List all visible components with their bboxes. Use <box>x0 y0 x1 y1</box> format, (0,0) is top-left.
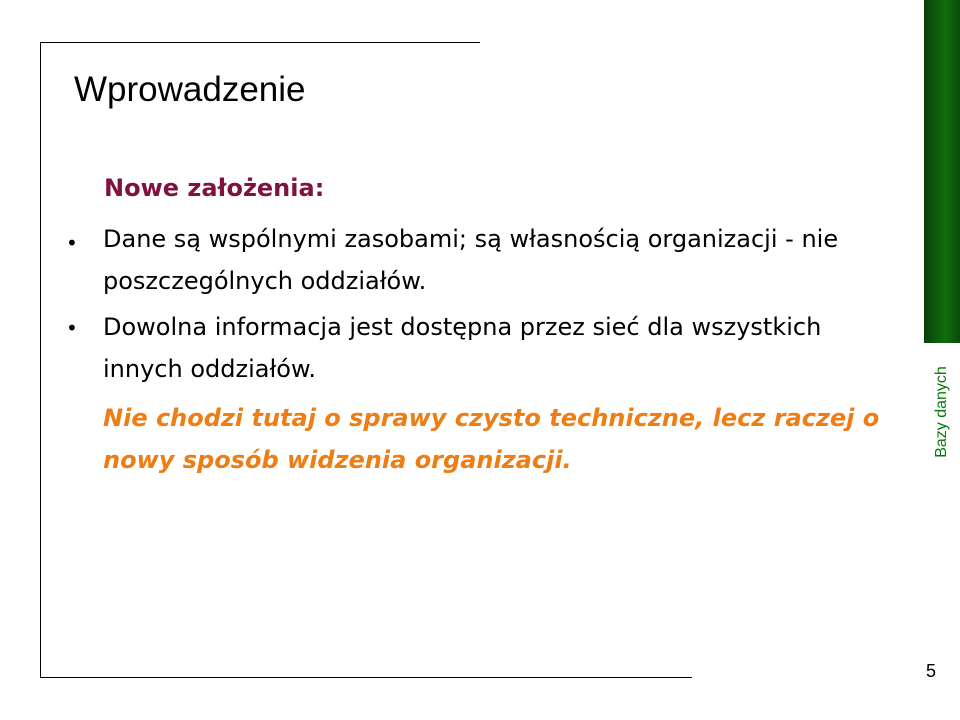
bullet-dot-icon: • <box>66 231 78 255</box>
emphasis-note: Nie chodzi tutaj o sprawy czysto techniczne, lecz raczej o nowy sposób widzenia organizacji. <box>103 404 880 474</box>
subheading: Nowe założenia: <box>104 174 325 202</box>
slide-title: Wprowadzenie <box>74 70 306 109</box>
page-number: 5 <box>926 661 937 681</box>
bullet-item-1: Dane są wspólnymi zasobami; są własnością organizacji - nie poszczególnych oddziałów. <box>103 225 839 295</box>
frame-left-line <box>40 42 41 677</box>
side-label: Bazy danych <box>933 366 950 458</box>
frame-top-line <box>40 42 480 43</box>
frame-bottom-line <box>40 677 692 678</box>
side-accent-bar <box>924 0 960 343</box>
bullet-item-2: Dowolna informacja jest dostępna przez sieć dla wszystkich innych oddziałów. <box>103 313 822 383</box>
bullet-dot-icon: • <box>66 316 78 340</box>
